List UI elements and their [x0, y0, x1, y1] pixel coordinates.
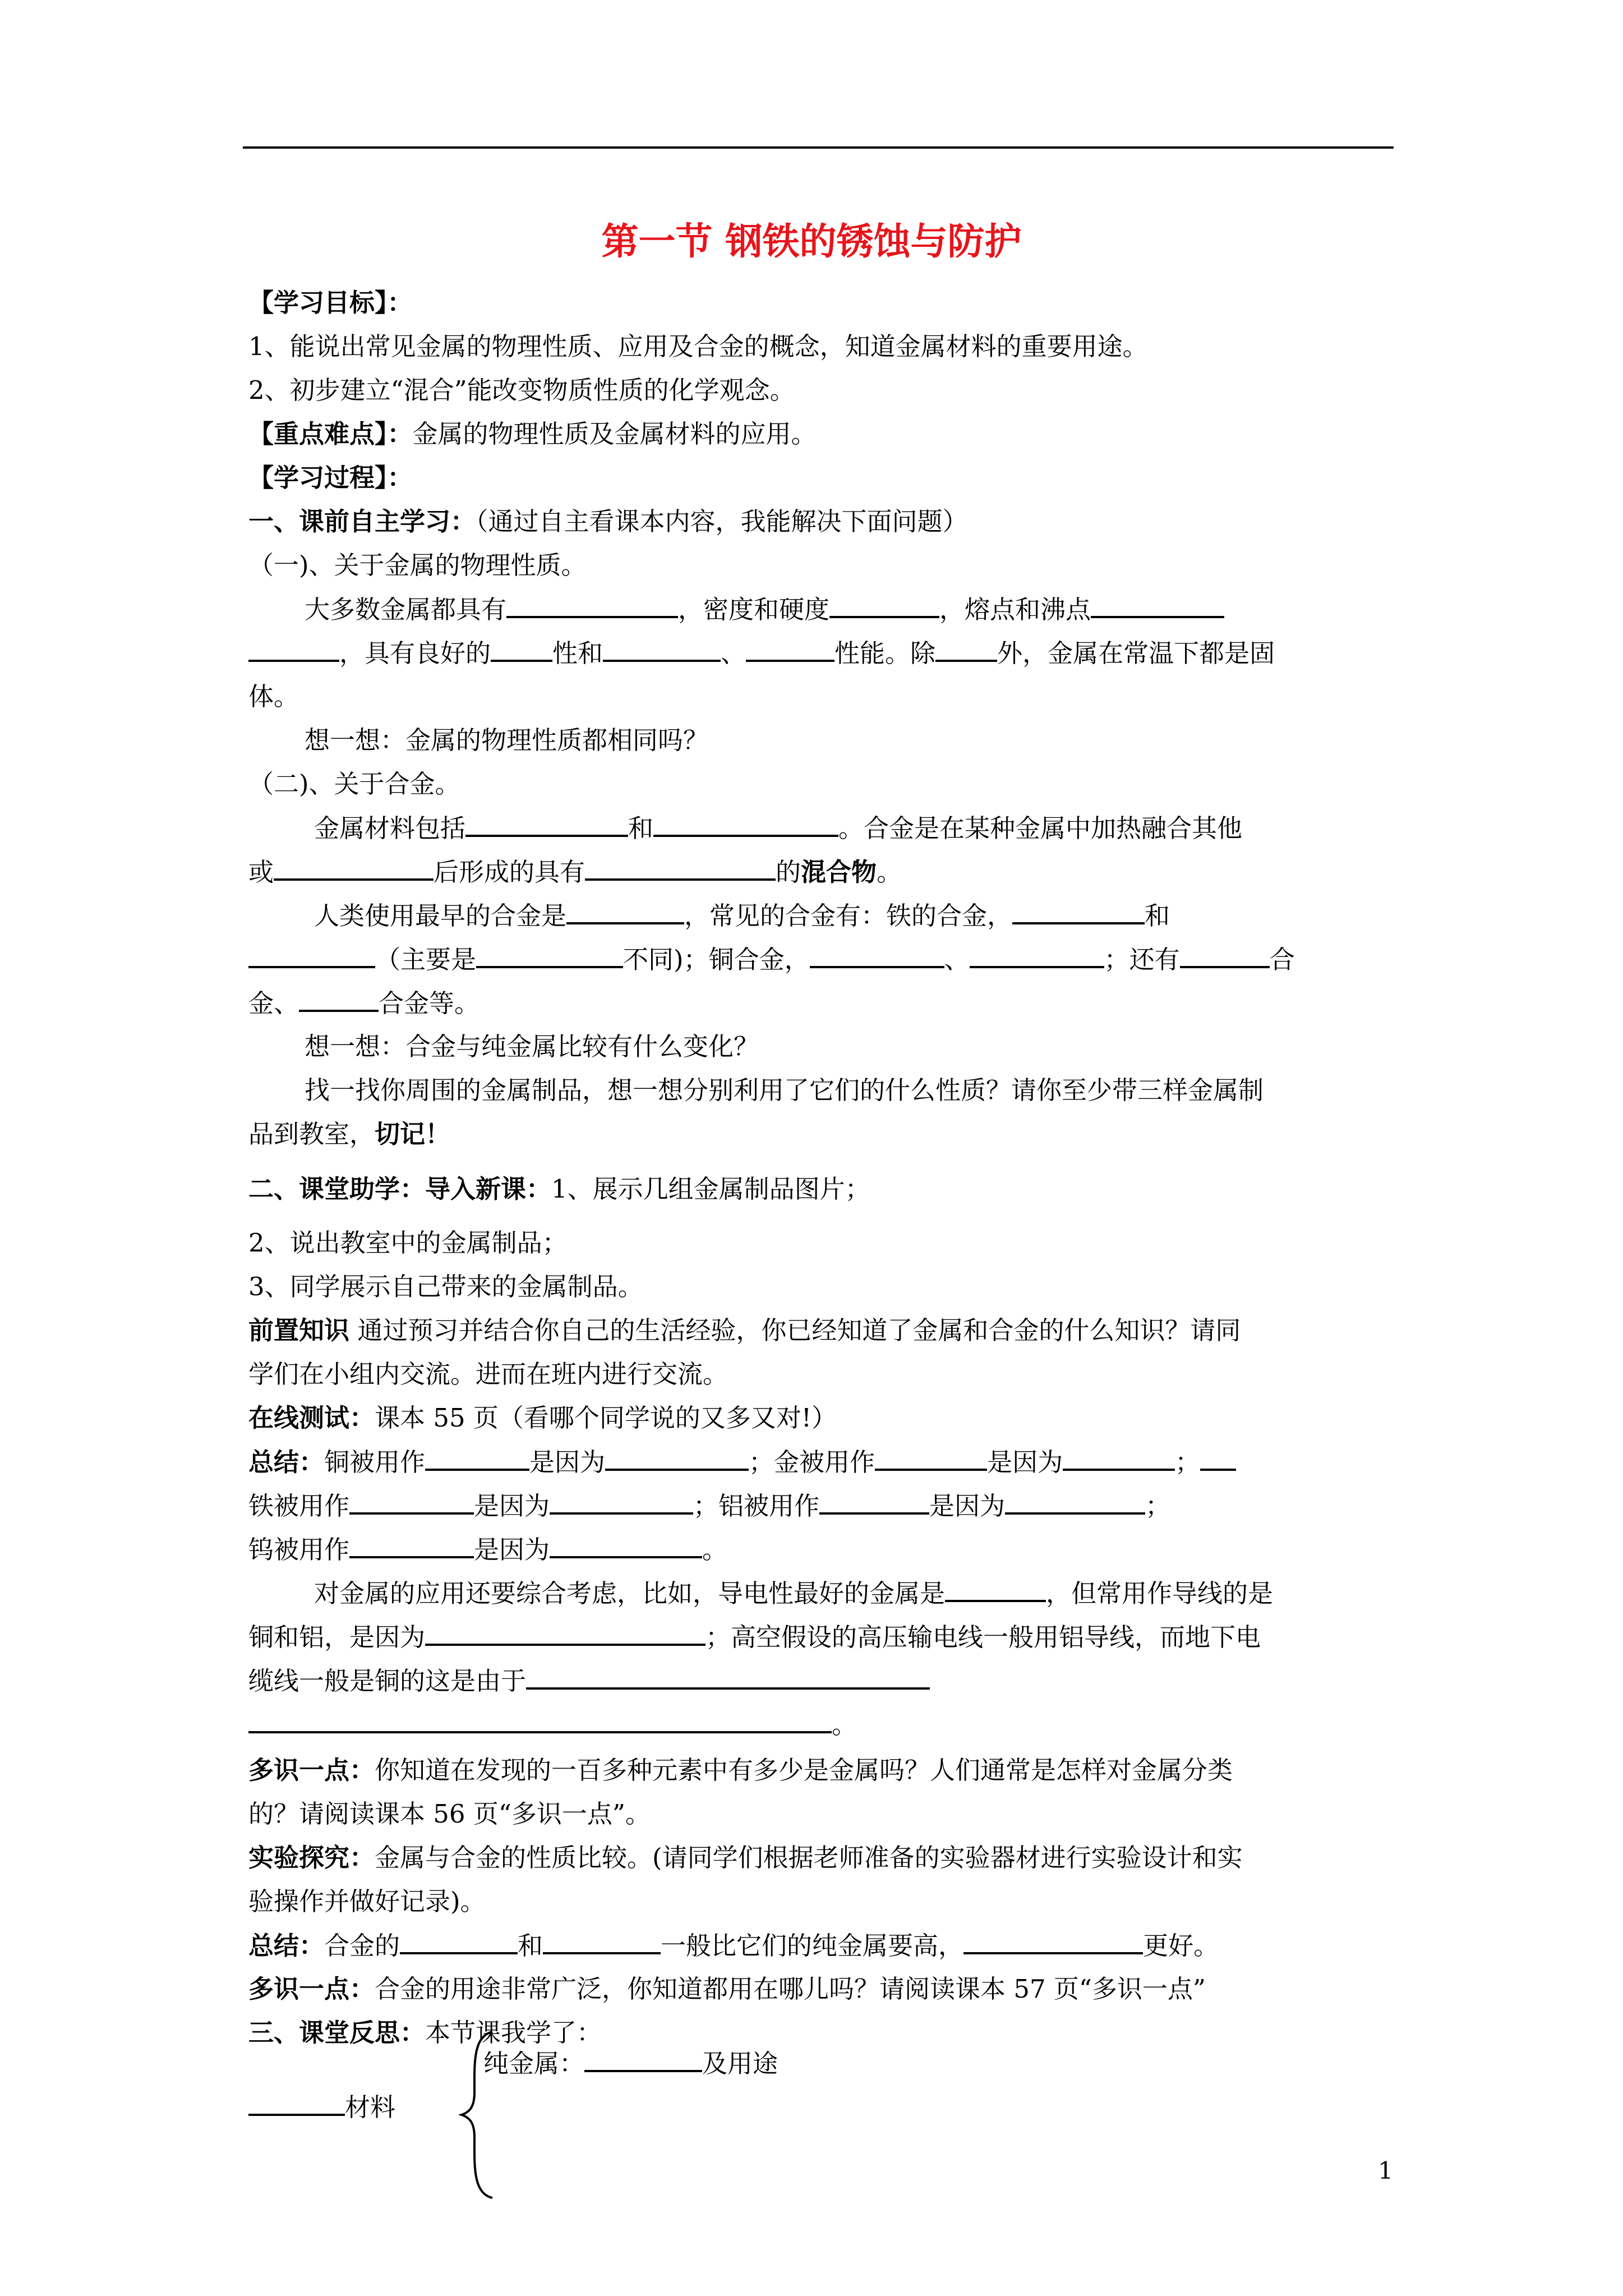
section-3-heading: 三、课堂反思：本节课我学了： — [248, 2018, 602, 2047]
fill-line: 总结：铜被用作 是因为 ；金被用作 是因为 ； — [248, 1445, 1236, 1479]
blank[interactable] — [1012, 899, 1145, 924]
blank[interactable] — [425, 1620, 706, 1646]
text-line: 品到教室，切记！ — [248, 1119, 451, 1149]
fill-line: 金、 合金等。 — [248, 986, 479, 1020]
blank[interactable] — [653, 811, 838, 837]
blank[interactable] — [819, 1489, 929, 1515]
fill-line: 铁被用作 是因为 ；铝被用作 是因为 ； — [248, 1489, 1170, 1523]
think-question-1: 想一想：金属的物理性质都相同吗？ — [305, 725, 709, 755]
blank[interactable] — [603, 636, 721, 662]
blank[interactable] — [1005, 1489, 1145, 1515]
blank[interactable] — [550, 1489, 693, 1515]
text-line: 学们在小组内交流。进而在班内进行交流。 — [248, 1359, 728, 1389]
text-line: 3、同学展示自己带来的金属制品。 — [248, 1272, 643, 1301]
blank[interactable] — [746, 636, 834, 662]
goal-1: 1、能说出常见金属的物理性质、应用及合金的概念，知道金属材料的重要用途。 — [248, 332, 1148, 361]
subsection-metal-properties: （一)、关于金属的物理性质。 — [248, 550, 587, 580]
blank[interactable] — [506, 592, 678, 618]
think-question-2: 想一想：合金与纯金属比较有什么变化？ — [305, 1032, 759, 1061]
fill-line: 对金属的应用还要综合考虑，比如，导电性最好的金属是 ，但常用作导线的是 — [314, 1576, 1273, 1611]
key-points: 【重点难点】：金属的物理性质及金属材料的应用。 — [248, 419, 817, 449]
blank[interactable] — [945, 1576, 1046, 1602]
blank[interactable] — [425, 1445, 529, 1471]
blank[interactable] — [935, 636, 997, 662]
section-1-heading: 一、课前自主学习：（通过自主看课本内容，我能解决下面问题） — [248, 507, 968, 536]
text-line: 体。 — [248, 682, 299, 711]
goal-2: 2、初步建立“混合”能改变物质性质的化学观念。 — [248, 375, 795, 405]
page-number: 1 — [1378, 2157, 1393, 2184]
blank[interactable] — [248, 1708, 832, 1733]
blank[interactable] — [349, 1533, 474, 1558]
fill-line: 铜和铝，是因为 ；高空假设的高压输电线一般用铝导线，而地下电 — [248, 1620, 1261, 1654]
fill-line: 材料 — [248, 2090, 395, 2124]
fill-line: 钨被用作 是因为 。 — [248, 1533, 727, 1567]
blank[interactable] — [875, 1445, 987, 1471]
blank[interactable] — [400, 1929, 518, 1954]
blank[interactable] — [1091, 592, 1224, 618]
text-line: 2、说出教室中的金属制品； — [248, 1228, 568, 1258]
blank[interactable] — [584, 2046, 702, 2072]
blank[interactable] — [274, 855, 434, 881]
learn-more-2: 多识一点：合金的用途非常广泛，你知道都用在哪儿吗？请阅读课本 57 页“多识一点” — [248, 1974, 1206, 2004]
fill-line: 或 后形成的具有 的混合物。 — [248, 855, 902, 889]
fill-line: 纯金属： 及用途 — [483, 2046, 778, 2081]
blank[interactable] — [585, 855, 776, 881]
blank[interactable] — [248, 2090, 345, 2116]
blank[interactable] — [299, 986, 379, 1012]
blank[interactable] — [526, 1664, 930, 1690]
section-2-heading: 二、课堂助学：导入新课：1、展示几组金属制品图片； — [248, 1174, 870, 1204]
fill-line: 缆线一般是铜的这是由于 — [248, 1664, 930, 1698]
blank[interactable] — [970, 942, 1104, 968]
fill-line: 金属材料包括 和 。合金是在某种金属中加热融合其他 — [314, 811, 1242, 845]
blank[interactable] — [1063, 1445, 1175, 1471]
blank[interactable] — [829, 592, 939, 618]
fill-line: 大多数金属都具有 ，密度和硬度 ，熔点和沸点 — [305, 592, 1224, 627]
text-line: 验操作并做好记录)。 — [248, 1887, 486, 1916]
online-test: 在线测试：课本 55 页（看哪个同学说的又多又对!） — [248, 1403, 837, 1433]
blank[interactable] — [1200, 1445, 1236, 1471]
fill-line: 人类使用最早的合金是 ，常见的合金有：铁的合金， 和 — [314, 899, 1170, 933]
learn-more-1: 多识一点：你知道在发现的一百多种元素中有多少是金属吗？人们通常是怎样对金属分类 — [248, 1755, 1233, 1785]
experiment: 实验探究：金属与合金的性质比较。(请同学们根据老师准备的实验器材进行实验设计和实 — [248, 1843, 1243, 1872]
blank[interactable] — [465, 811, 628, 837]
blank[interactable] — [476, 942, 623, 968]
blank[interactable] — [349, 1489, 474, 1515]
text-line: 的？请阅读课本 56 页“多识一点”。 — [248, 1799, 651, 1829]
header-rule — [243, 146, 1394, 149]
blank[interactable] — [963, 1929, 1143, 1954]
blank[interactable] — [248, 942, 375, 968]
blank[interactable] — [1180, 942, 1270, 968]
fill-line: 总结：合金的 和 一般比它们的纯金属要高， 更好。 — [248, 1929, 1219, 1963]
blank[interactable] — [491, 636, 552, 662]
blank[interactable] — [810, 942, 944, 968]
text-line: 找一找你周围的金属制品，想一想分别利用了它们的什么性质？请你至少带三样金属制 — [305, 1075, 1264, 1105]
fill-line: ，具有良好的 性和 、 性能。除 外，金属在常温下都是固 — [248, 636, 1275, 670]
heading-learning-goals: 【学习目标】： — [248, 288, 413, 318]
blank[interactable] — [550, 1533, 702, 1558]
heading-learning-process: 【学习过程】： — [248, 463, 413, 493]
blank[interactable] — [605, 1445, 749, 1471]
prior-knowledge: 前置知识 通过预习并结合你自己的生活经验，你已经知道了金属和合金的什么知识？请同 — [248, 1315, 1241, 1345]
page-title: 第一节 钢铁的锈蚀与防护 — [601, 219, 1022, 263]
blank[interactable] — [543, 1929, 661, 1954]
fill-line: 。 — [248, 1708, 857, 1742]
fill-line: （主要是 不同)；铜合金， 、 ；还有 合 — [248, 942, 1295, 977]
blank[interactable] — [248, 636, 339, 662]
curly-brace-icon — [459, 2031, 498, 2199]
blank[interactable] — [566, 899, 684, 924]
subsection-alloys: （二)、关于合金。 — [248, 769, 460, 799]
